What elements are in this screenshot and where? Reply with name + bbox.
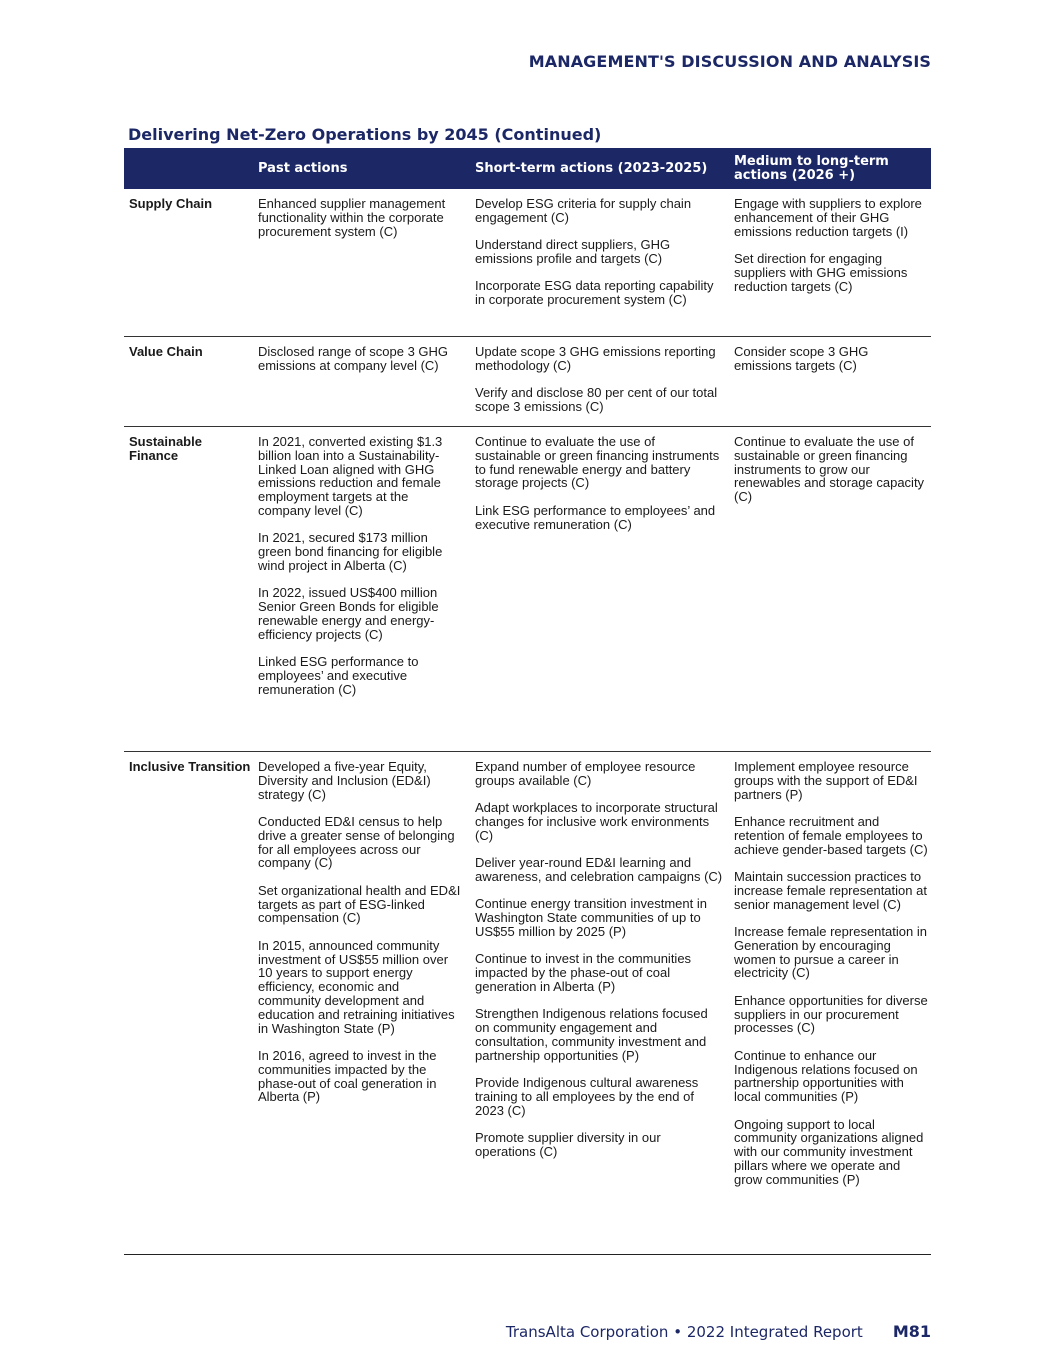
- past-action: In 2022, issued US$400 million Senior Green Bonds for eligible renewable energy and energy-efficiency projects (C): [258, 585, 439, 642]
- past-action: Disclosed range of scope 3 GHG emissions at company level (C): [258, 344, 449, 373]
- short-term-action: Verify and disclose 80 per cent of our total scope 3 emissions (C): [475, 385, 718, 414]
- row-label: Value Chain: [129, 344, 203, 359]
- table-row-supply-chain: [124, 189, 931, 337]
- past-action: Set organizational health and ED&I targets as part of ESG-linked compensation (C): [258, 882, 461, 926]
- table-header-row: [124, 148, 931, 189]
- past-action: In 2016, agreed to invest in the communities impacted by the phase-out of coal generation in Alberta (P): [258, 1047, 437, 1105]
- past-action: Enhanced supplier management functionality within the corporate procurement system (C): [258, 196, 446, 239]
- medium-term-action: Maintain succession practices to increase female representation at senior management level (C): [734, 868, 927, 912]
- short-term-action: Continue to invest in the communities impacted by the phase-out of coal generation in Alberta (P): [475, 951, 692, 994]
- page-footer: [0, 1322, 931, 1341]
- page-number: M81: [892, 1322, 931, 1341]
- table-row-inclusive-transition: [124, 752, 931, 1255]
- medium-term-action: Set direction for engaging suppliers with GHG emissions reduction targets (C): [734, 250, 908, 294]
- column-header-past: Past actions: [258, 160, 348, 176]
- medium-term-action: Implement employee resource groups with the support of ED&I partners (P): [734, 759, 918, 802]
- table-row-sustainable-finance: [124, 427, 931, 752]
- table-title: Delivering Net-Zero Operations by 2045 (Continued): [128, 125, 602, 144]
- row-label: Inclusive Transition: [129, 759, 251, 774]
- medium-term-action: Consider scope 3 GHG emissions targets (C): [734, 344, 869, 373]
- short-term-action: Continue to evaluate the use of sustainable or green financing instruments to fund renewable energy and battery storage projects (C): [475, 434, 720, 491]
- past-action: Developed a five-year Equity, Diversity and Inclusion (ED&I) strategy (C): [258, 759, 431, 802]
- actions-table: [124, 148, 931, 1255]
- medium-term-action: Enhance opportunities for diverse suppliers in our procurement processes (C): [734, 992, 928, 1036]
- short-term-action: Adapt workplaces to incorporate structural changes for inclusive work environments (C): [475, 800, 718, 843]
- short-term-action: Strengthen Indigenous relations focused on community engagement and consultation, community investment and partnership opportunities (P): [475, 1006, 708, 1063]
- medium-term-action: Ongoing support to local community organizations aligned with our community investment pillars where we operate and grow communities (P): [734, 1116, 924, 1187]
- short-term-action: Develop ESG criteria for supply chain engagement (C): [475, 196, 692, 225]
- past-action: Conducted ED&I census to help drive a greater sense of belonging for all employees across our company (C): [258, 813, 455, 871]
- short-term-action: Link ESG performance to employees’ and executive remuneration (C): [475, 502, 716, 532]
- past-action: Linked ESG performance to employees’ and executive remuneration (C): [258, 654, 419, 697]
- table-row-value-chain: [124, 337, 931, 427]
- short-term-action: Update scope 3 GHG emissions reporting methodology (C): [475, 344, 716, 373]
- past-action: In 2015, announced community investment of US$55 million over 10 years to support energy efficiency, economic and community development and education and retraining initiatives in Washington State (P): [258, 937, 455, 1036]
- medium-term-action: Continue to evaluate the use of sustainable or green financing instruments to grow our renewables and storage capacity (C): [734, 434, 925, 505]
- medium-term-action: Enhance recruitment and retention of female employees to achieve gender-based targets (C): [734, 813, 928, 857]
- past-action: In 2021, secured $173 million green bond financing for eligible wind project in Alberta (C): [258, 530, 443, 573]
- short-term-action: Understand direct suppliers, GHG emissions profile and targets (C): [475, 237, 671, 266]
- medium-term-action: Increase female representation in Generation by encouraging women to pursue a career in electricity (C): [734, 923, 927, 981]
- report-name: TransAlta Corporation • 2022 Integrated Report: [505, 1323, 863, 1341]
- row-label: Supply Chain: [129, 196, 213, 211]
- row-label: Sustainable Finance: [129, 434, 202, 463]
- past-action: In 2021, converted existing $1.3 billion loan into a Sustainability-Linked Loan aligned with GHG emissions reduction and female employment targets at the company level (C): [258, 434, 443, 518]
- medium-term-action: Engage with suppliers to explore enhancement of their GHG emissions reduction targets (I): [734, 196, 922, 239]
- short-term-action: Expand number of employee resource groups available (C): [475, 759, 696, 788]
- short-term-action: Provide Indigenous cultural awareness training to all employees by the end of 2023 (C): [475, 1075, 699, 1118]
- short-term-action: Promote supplier diversity in our operations (C): [475, 1130, 661, 1159]
- short-term-action: Deliver year-round ED&I learning and awareness, and celebration campaigns (C): [475, 855, 723, 884]
- section-header: MANAGEMENT'S DISCUSSION AND ANALYSIS: [528, 52, 931, 71]
- short-term-action: Incorporate ESG data reporting capability in corporate procurement system (C): [475, 278, 714, 308]
- short-term-action: Continue energy transition investment in Washington State communities of up to US$55 million by 2025 (P): [475, 896, 707, 939]
- column-header-short-term: Short-term actions (2023-2025): [475, 160, 708, 176]
- column-header-medium-long-term: Medium to long-term actions (2026 +): [734, 153, 889, 183]
- medium-term-action: Continue to enhance our Indigenous relations focused on partnership opportunities with local communities (P): [734, 1047, 918, 1105]
